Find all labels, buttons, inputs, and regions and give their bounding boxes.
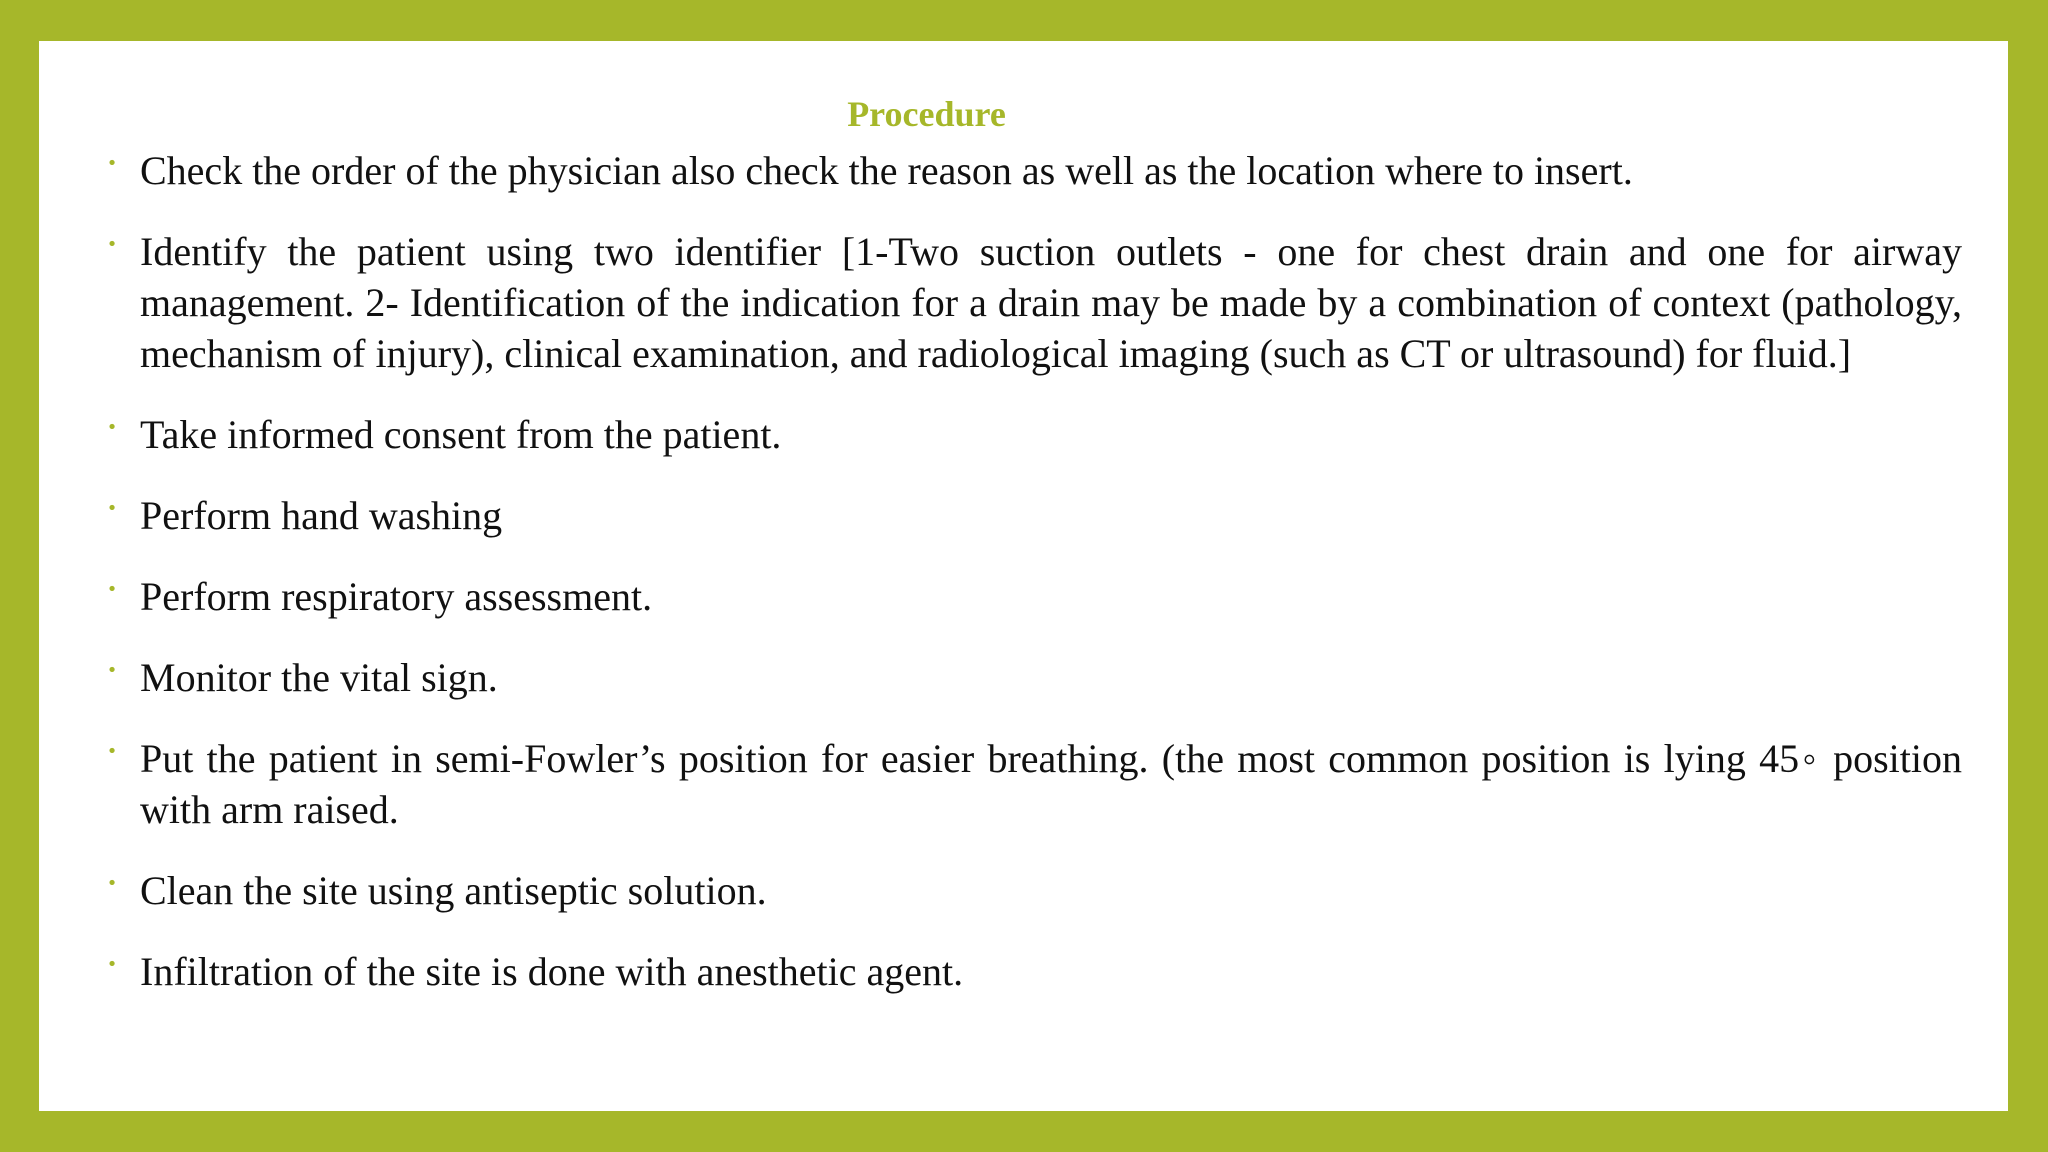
list-item-text: Perform respiratory assessment.	[140, 574, 653, 619]
list-item	[106, 409, 1962, 460]
list-item-text: Perform hand washing	[140, 493, 503, 538]
bullet-icon: •	[106, 873, 118, 894]
list-item	[106, 571, 1962, 622]
slide-content	[39, 41, 2008, 1111]
list-item-text: Clean the site using antiseptic solution.	[140, 868, 767, 913]
list-item	[106, 226, 1962, 379]
bullet-icon: •	[106, 498, 118, 519]
list-item-text: Take informed consent from the patient.	[140, 412, 782, 457]
list-item	[106, 946, 1962, 997]
bullet-icon: •	[106, 579, 118, 600]
bullet-list	[39, 145, 2008, 1027]
list-item	[106, 733, 1962, 835]
list-item-text: Identify the patient using two identifier [1-Two suction outlets - one for chest drain and one for airway management. 2- Identification of the indication for a drain may be made by a combination of context (pathology, mechanism of injury), clinical examination, and radiological imaging (such as CT or ultrasound) for fluid.]	[140, 229, 1962, 376]
bullet-icon: •	[106, 417, 118, 438]
list-item	[106, 652, 1962, 703]
bullet-icon: •	[106, 660, 118, 681]
list-item	[106, 145, 1962, 196]
bullet-icon: •	[106, 153, 118, 174]
list-item	[106, 865, 1962, 916]
slide-title: Procedure	[847, 94, 1006, 134]
bullet-icon: •	[106, 954, 118, 975]
list-item-text: Put the patient in semi-Fowler’s position for easier breathing. (the most common position is lying 45◦ position with arm raised.	[140, 736, 1962, 832]
bullet-icon: •	[106, 234, 118, 255]
bullet-icon: •	[106, 741, 118, 762]
list-item-text: Infiltration of the site is done with anesthetic agent.	[140, 949, 964, 994]
list-item-text: Check the order of the physician also check the reason as well as the location where to insert.	[140, 148, 1633, 193]
list-item	[106, 490, 1962, 541]
list-item-text: Monitor the vital sign.	[140, 655, 498, 700]
